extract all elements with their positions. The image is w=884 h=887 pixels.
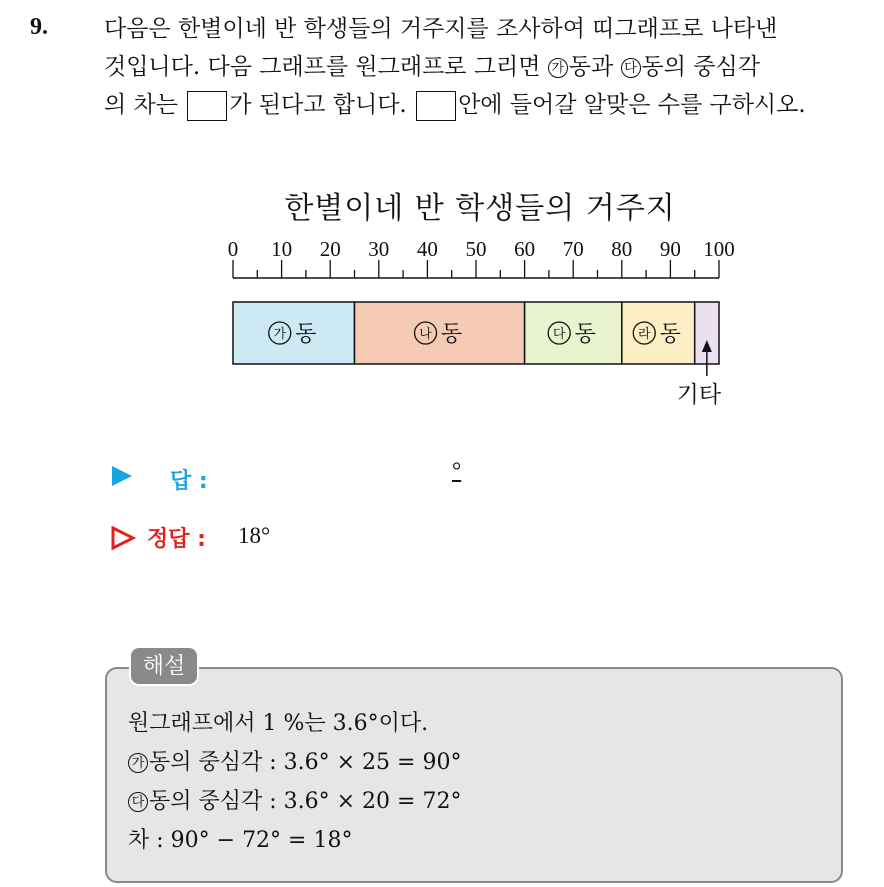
tick-label: 60	[514, 237, 536, 261]
question-text	[104, 10, 874, 124]
solution-line-3	[128, 782, 461, 821]
solution-line-3-text: 동의 중심각 : 3.6° × 20 = 72°	[149, 789, 462, 814]
segment-circled-letter: 나	[419, 327, 432, 342]
question-line-2-pre: 것입니다. 다음 그래프를 원그래프로 그리면	[104, 54, 548, 80]
answer-marker-icon	[112, 466, 132, 486]
tick-label: 100	[703, 237, 735, 261]
chart-title: 한별이네 반 학생들의 거주지	[284, 191, 676, 226]
answer-blank-box-2	[416, 91, 456, 121]
tick-label: 40	[416, 237, 438, 261]
segment-circled-letter: 가	[273, 327, 287, 342]
tick-label: 80	[611, 237, 633, 261]
segment-circled-letter: 다	[552, 327, 566, 342]
question-line-2-mid: 동과	[568, 54, 621, 80]
tick-label: 20	[319, 237, 341, 261]
answer-blank-unit: °	[452, 458, 462, 483]
tick-label: 10	[271, 237, 293, 261]
tick-label: 90	[659, 237, 681, 261]
solution-line-2-text: 동의 중심각 : 3.6° × 25 = 90°	[149, 750, 462, 775]
solution-line-1: 원그래프에서 1 %는 3.6°이다.	[128, 711, 429, 736]
question-line-3	[104, 86, 874, 124]
band-segment	[525, 302, 622, 364]
answer-label: 답 :	[170, 469, 208, 494]
question-line-2	[104, 48, 874, 86]
segment-label: 동	[440, 322, 463, 347]
band-graph	[0, 230, 884, 420]
solution-tag: 해설	[129, 646, 199, 686]
question-line-2-post: 동의 중심각	[641, 54, 760, 80]
answer-blank-box	[187, 91, 227, 121]
question-line-1: 다음은 한별이네 반 학생들의 거주지를 조사하여 띠그래프로 나타낸	[104, 16, 778, 42]
segment-label: 동	[574, 322, 596, 347]
other-label: 기타	[676, 382, 722, 408]
solution-circled-ga: 가	[128, 753, 148, 773]
correct-marker-icon	[110, 526, 136, 550]
segment-label: 동	[295, 322, 317, 347]
solution-line-4: 차 : 90° − 72° = 18°	[128, 828, 353, 853]
solution-line-2	[128, 743, 461, 782]
segment-circled-letter: 라	[637, 327, 651, 342]
tick-label: 50	[465, 237, 487, 261]
correct-answer-label: 정답 :	[147, 527, 206, 552]
question-line-3-pre: 의 차는	[104, 92, 186, 118]
question-line-3-post: 안에 들어갈 알맞은 수를 구하시오.	[458, 92, 806, 118]
segment-label: 동	[659, 322, 681, 347]
tick-label: 70	[562, 237, 584, 261]
question-line-3-mid: 가 된다고 합니다.	[229, 92, 415, 118]
band-segment	[355, 302, 525, 364]
circled-ga-marker: 가	[548, 58, 568, 78]
solution-circled-da: 다	[128, 792, 148, 812]
question-number: 9.	[30, 14, 48, 40]
circled-da-marker: 다	[621, 58, 641, 78]
tick-label: 0	[227, 237, 239, 261]
tick-label: 30	[368, 237, 390, 261]
band-segment	[233, 302, 355, 364]
solution-lines	[128, 704, 461, 860]
correct-answer-value: 18°	[238, 523, 271, 548]
